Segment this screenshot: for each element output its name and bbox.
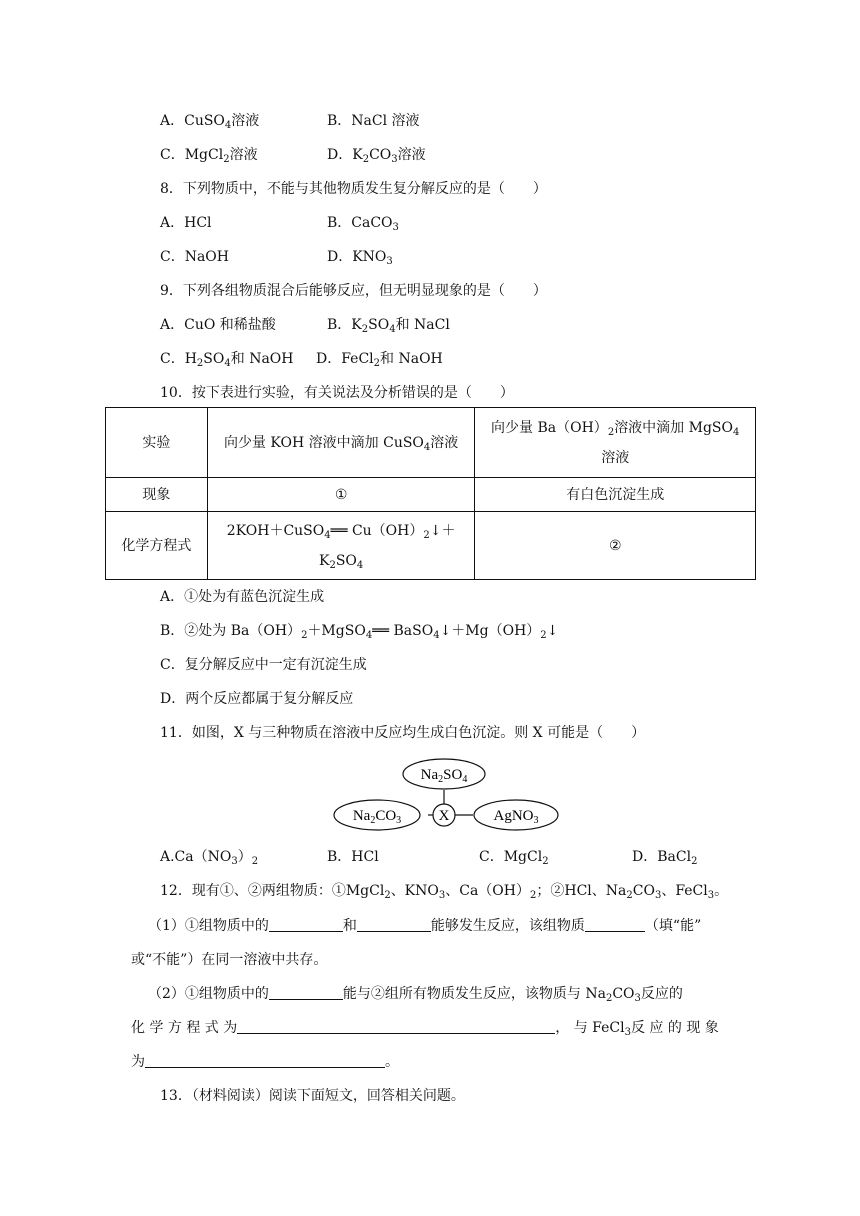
q10-option-d: D．两个反应都属于复分解反应 — [160, 691, 354, 707]
q9-option-c: C．$H_2SO_4$和 NaOH — [160, 351, 294, 369]
node-right-label: AgNO$_3$ — [493, 808, 539, 826]
q10-stem: 10．按下表进行实验，有关说法及分析错误的是（ ） — [160, 385, 514, 401]
q12-part1-line1: （1）①组物质中的 和 能够发生反应，该组物质 （填“能” — [148, 918, 702, 934]
q10-experiment-table — [105, 407, 756, 580]
equation-2: ② — [475, 512, 756, 580]
q9-option-b: B．$K_2SO_4$和 NaCl — [327, 317, 450, 335]
q11-stem: 11．如图，X 与三种物质在溶液中反应均生成白色沉淀。则 X 可能是（ ） — [160, 725, 646, 741]
q12-part2-line1: （2）①组物质中的 能与②组所有物质发生反应，该物质与 $Na_2CO_3$反应的 — [148, 986, 683, 1004]
phenomenon-1: ① — [207, 478, 475, 512]
q12-part2-line3: 为 。 — [131, 1054, 399, 1070]
q11-option-c: C．MgCl$_2$ — [479, 849, 549, 867]
q10-option-a: A．①处为有蓝色沉淀生成 — [160, 589, 325, 605]
experiment-2: 向少量 $Ba(OH)_2$溶液中滴加 MgSO$_4$ 溶液 — [475, 408, 756, 478]
row-label-experiment: 实验 — [106, 408, 208, 478]
q8-option-d: D．$KNO_3$ — [327, 249, 393, 267]
q12-part2-line2: 化 学 方 程 式 为 ， 与 FeCl$_3$反 应 的 现 象 — [131, 1020, 719, 1038]
blank-6[interactable] — [145, 1053, 385, 1068]
q8-option-a: A．HCl — [160, 215, 212, 231]
blank-1[interactable] — [269, 917, 343, 932]
q8-option-b: B．CaCO$_3$ — [327, 215, 399, 233]
blank-4[interactable] — [269, 985, 343, 1000]
q9-option-a: A．CuO 和稀盐酸 — [160, 317, 276, 333]
q8-stem: 8．下列物质中，不能与其他物质发生复分解反应的是（ ） — [160, 181, 547, 197]
q7-option-d: D．$K_2CO_3$溶液 — [327, 147, 426, 165]
experiment-1: 向少量 KOH 溶液中滴加 CuSO$_4$溶液 — [207, 408, 475, 478]
q8-option-c: C．NaOH — [160, 249, 229, 265]
row-label-phenomenon: 现象 — [106, 478, 208, 512]
blank-3[interactable] — [585, 917, 645, 932]
table-row — [106, 408, 756, 478]
blank-2[interactable] — [357, 917, 431, 932]
equation-1: 2KOH＋CuSO$_4$══ $Cu(OH)_2↓+$ $K_2SO_4$ — [207, 512, 475, 580]
q7-option-b: B．NaCl 溶液 — [327, 113, 420, 129]
blank-5[interactable] — [237, 1019, 555, 1034]
row-label-equation: 化学方程式 — [106, 512, 208, 580]
q10-option-c: C．复分解反应中一定有沉淀生成 — [160, 657, 367, 673]
q11-option-b: B．HCl — [327, 849, 379, 865]
q9-option-d: D．FeCl$_2$和 NaOH — [316, 351, 443, 369]
node-left-label: $Na_2CO_3$ — [352, 808, 402, 826]
q10-option-b: B．②处为 $Ba(OH)_2+MgSO_4══$ $BaSO_4↓+Mg(OH)_2↓$ — [160, 623, 559, 641]
table-row — [106, 478, 756, 512]
phenomenon-2: 有白色沉淀生成 — [475, 478, 756, 512]
q11-option-d: D．BaCl$_2$ — [632, 849, 698, 867]
table-row — [106, 512, 756, 580]
q7-option-a: A．CuSO$_4$溶液 — [160, 113, 260, 131]
q12-stem: 12．现有①、②两组物质：①MgCl$_2$、$KNO_3$、$Ca(OH)_2$；②HCl、$Na_2CO_3$、FeCl$_3$。 — [160, 883, 729, 901]
q7-option-c: C．MgCl$_2$溶液 — [160, 147, 258, 165]
node-top-label: $Na_2SO_4$ — [420, 767, 468, 785]
q11-reaction-diagram — [330, 758, 560, 832]
q13-stem: 13．（材料阅读）阅读下面短文，回答相关问题。 — [160, 1088, 465, 1104]
q12-part1-line2: 或“不能”）在同一溶液中共存。 — [131, 952, 328, 968]
q9-stem: 9．下列各组物质混合后能够反应，但无明显现象的是（ ） — [160, 283, 547, 299]
q11-option-a: $A.Ca(NO_3)_2$ — [160, 849, 259, 867]
node-center-label: X — [438, 808, 450, 824]
